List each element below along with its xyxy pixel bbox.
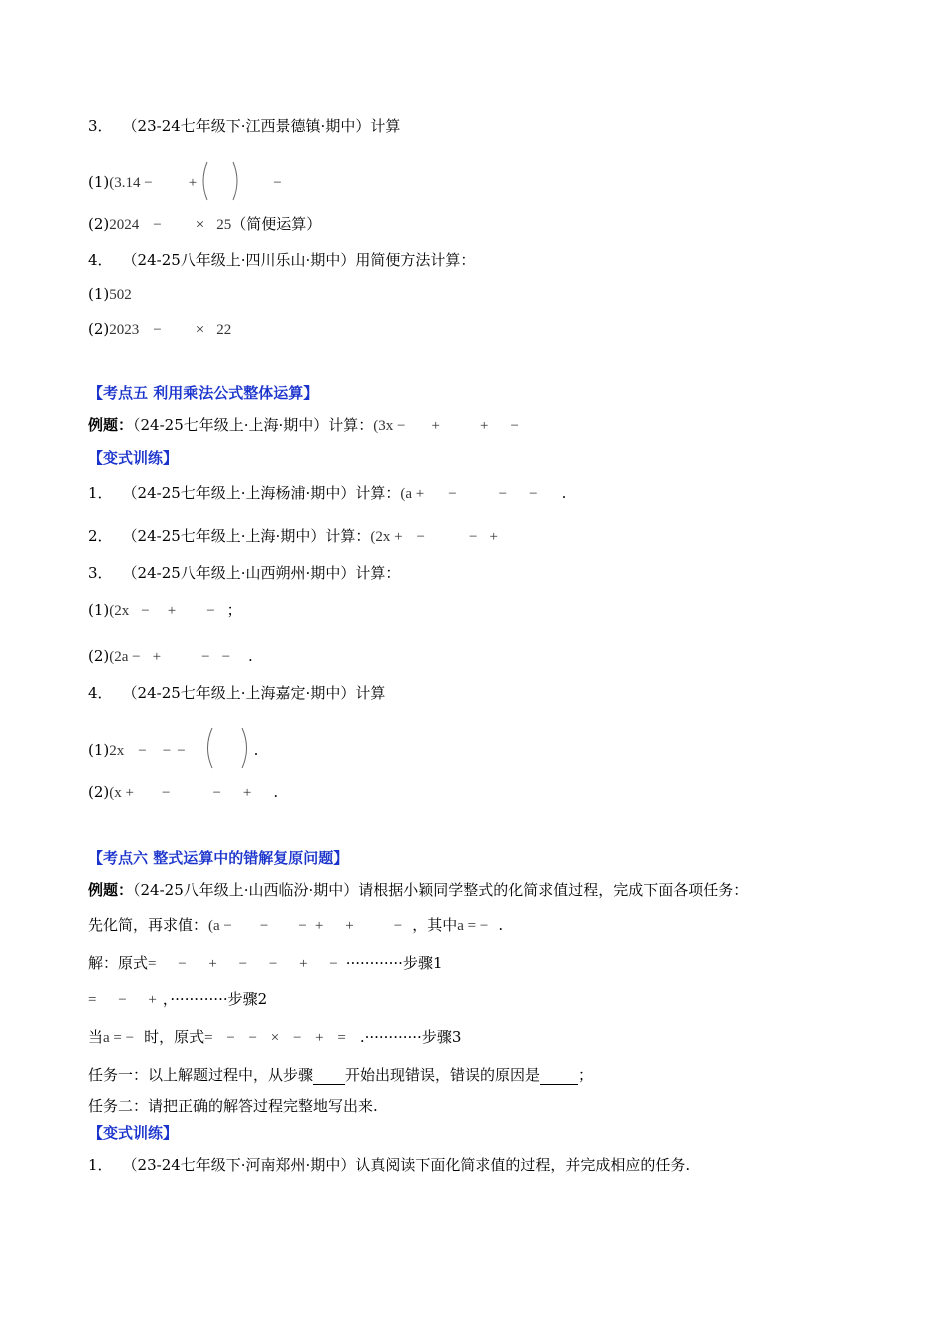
math-operator: × [195,322,205,338]
variant-3-2-line [88,646,253,667]
problem-source: （23-24七年级下·河南郑州·期中）认真阅读下面化简求值的过程，并完成相应的任务. [122,1156,691,1174]
problem-3-line [88,116,400,136]
problem-source: （24-25七年级上·上海杨浦·期中）计算： [122,484,401,502]
problem-3-1-line [88,162,282,204]
sentence-end: . [273,783,279,801]
math-operator: + [431,418,440,434]
problem-source: （24-25八年级上·四川乐山·期中）用简便方法计算： [122,251,476,269]
sentence-end: ； [578,1066,594,1084]
section-heading: 【考点五 利用乘法公式整体运算】 [88,384,319,402]
math-number: 502 [109,287,132,303]
problem-source: （24-25七年级上·上海·期中）计算： [122,527,371,545]
simplify-line [88,915,503,936]
problem-4-line [88,250,475,270]
math-operator: − [529,486,538,502]
math-operator: + [167,603,177,619]
task-1-line [88,1065,593,1085]
math-operator: − [153,217,162,233]
sentence-end: ； [226,601,242,619]
problem-source: （24-25八年级上·山西朔州·期中）计算： [122,564,401,582]
math-operator: − [138,743,147,759]
math-expression: (x + [109,785,134,801]
sentence-end: . [561,484,567,502]
simplify-prompt: 先化简，再求值： [88,916,209,934]
variant-4-1-line [88,729,258,773]
sentence-end: . [498,916,504,934]
math-operator: + [345,918,354,934]
problem-number: 2． [88,527,113,545]
sentence-end: . [248,647,253,665]
example-line [88,415,519,436]
variant-3-line [88,563,400,583]
math-expression: (2x + [370,529,403,545]
math-operator: − [212,785,221,801]
math-operator: − [259,918,269,934]
math-expression: (3.14 − [109,175,153,191]
task-1-text-2: 开始出现错误，错误的原因是 [345,1066,541,1084]
math-operator: − [141,603,150,619]
problem-number: 3． [88,564,113,582]
math-expression: = − + [88,992,157,1008]
math-operator: × [195,217,205,233]
math-number: 2024 [109,217,140,233]
math-operator: − [393,918,403,934]
math-operator: + [314,918,324,934]
math-expression: 2x [109,743,125,759]
math-expression: = − + − − + − [148,956,338,972]
math-expression: (a − [208,918,232,934]
math-expression: (3x − [373,418,406,434]
problem-source: （23-24七年级下·江西景德镇·期中）计算 [122,117,401,135]
math-operator: − [298,918,307,934]
math-condition: a = − [103,1030,135,1046]
subproblem-label: (1) [88,741,110,759]
variant-2-line [88,526,498,547]
math-expression: (a + [400,486,425,502]
sentence-end: . [253,741,259,759]
subproblem-label: (1) [88,285,110,303]
example-label: 例题： [88,416,134,434]
math-operator: − [162,743,172,759]
example-line [88,880,748,900]
example-source: （24-25八年级上·山西临汾·期中）请根据小颖同学整式的化简求值过程，完成下面各项任务： [133,881,749,899]
step3-text: 时，原式 [144,1028,205,1046]
math-operator: − [416,529,426,545]
problem-number: 1． [88,484,113,502]
subproblem-label: (1) [88,601,110,619]
section-heading: 【考点六 整式运算中的错解复原问题】 [88,849,349,867]
solution-step-1 [88,953,443,974]
large-parenthesis-icon [200,726,254,770]
math-operator: − [177,743,186,759]
when-text: 当 [88,1028,104,1046]
math-operator: − [498,486,508,502]
solution-step-2 [88,989,267,1010]
math-operator: − [510,418,519,434]
problem-number: 4． [88,251,113,269]
variant-heading: 【变式训练】 [88,1124,179,1142]
math-operator: − [448,486,457,502]
math-expression: (2x [109,603,130,619]
subproblem-label: (2) [88,320,110,338]
math-operator: − [153,322,162,338]
math-expression: (2a − [109,649,141,665]
variant-1-line [88,483,566,504]
variant-1-line [88,1155,690,1175]
problem-number: 4． [88,684,113,702]
variant-3-1-line [88,600,242,621]
subproblem-label: (2) [88,783,110,801]
math-number: 2023 [109,322,140,338]
subproblem-label: (2) [88,215,110,233]
task-1-text: 任务一：以上解题过程中，从步骤 [88,1066,314,1084]
step-marker: ，············步骤2 [162,990,268,1008]
where-text: ，其中 [412,916,458,934]
math-operator: − [201,649,210,665]
problem-source: （24-25七年级上·上海嘉定·期中）计算 [122,684,386,702]
example-label: 例题： [88,881,134,899]
problem-4-2-line [88,319,231,340]
math-operator: + [152,649,162,665]
answer-blank[interactable] [540,1070,578,1085]
math-expression: = − − × − + = [204,1030,346,1046]
example-source: （24-25七年级上·上海·期中）计算： [133,416,374,434]
math-operator: − [469,529,478,545]
large-parenthesis-icon [197,160,243,202]
problem-4-1-line [88,284,132,305]
math-operator: + [489,529,498,545]
answer-blank[interactable] [313,1070,345,1085]
math-condition: a = − [457,918,489,934]
task-2-text: 任务二：请把正确的解答过程完整地写出来. [88,1097,378,1115]
solution-label: 解：原式 [88,954,149,972]
math-operator: + [479,418,489,434]
step-marker: .············步骤3 [359,1028,462,1046]
math-operator: − [221,649,231,665]
math-number: 25 [216,217,232,233]
math-operator: − [273,175,282,191]
problem-number: 3． [88,117,113,135]
problem-number: 1． [88,1156,113,1174]
math-operator: − [161,785,171,801]
subproblem-label: (1) [88,173,110,191]
task-2-line [88,1096,378,1116]
math-number: 22 [216,322,232,338]
problem-3-2-line [88,214,321,235]
math-operator: + [188,175,198,191]
variant-4-line [88,683,385,703]
problem-note: （简便运算） [231,215,322,233]
subproblem-label: (2) [88,647,110,665]
math-operator: − [206,603,215,619]
solution-step-3 [88,1027,461,1048]
variant-heading: 【变式训练】 [88,449,179,467]
math-operator: + [242,785,252,801]
step-marker: ············步骤1 [345,954,443,972]
variant-4-2-line [88,782,278,803]
